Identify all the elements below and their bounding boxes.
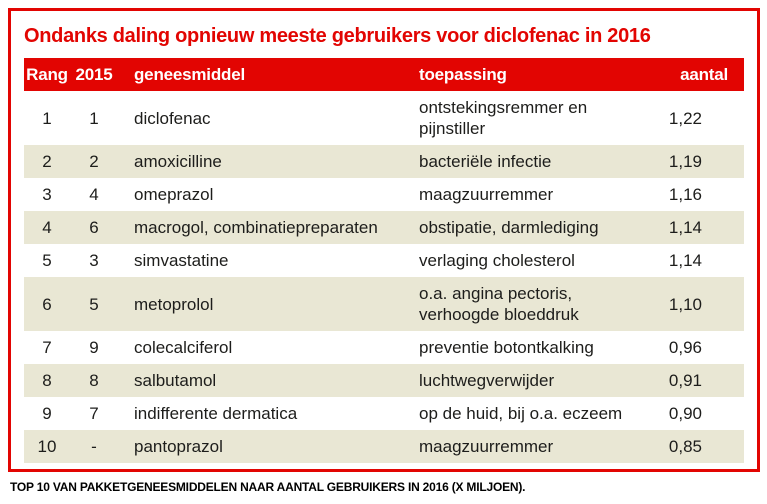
cell-toepassing: op de huid, bij o.a. eczeem [419, 404, 623, 423]
cell-2015: - [91, 437, 97, 456]
cell-2015: 8 [89, 371, 99, 390]
table-header-row [24, 58, 744, 91]
cell-aantal: 1,10 [668, 294, 702, 314]
table-row [24, 211, 744, 244]
medication-table [24, 58, 744, 463]
cell-toepassing: obstipatie, darmlediging [419, 218, 599, 237]
figure-frame [8, 8, 760, 472]
cell-aantal: 0,85 [668, 437, 702, 456]
table-row [24, 178, 744, 211]
header-cell-2015: 2015 [75, 64, 113, 84]
cell-aantal: 1,22 [668, 108, 702, 128]
cell-2015: 6 [89, 218, 99, 237]
table-row [24, 364, 744, 397]
table-row [24, 145, 744, 178]
cell-geneesmiddel: metoprolol [134, 294, 214, 314]
cell-rang: 5 [42, 251, 52, 270]
cell-aantal: 1,14 [668, 218, 702, 237]
header-cell-toepassing: toepassing [419, 64, 507, 84]
cell-toepassing: maagzuurremmer [419, 185, 554, 204]
cell-toepassing: ontstekingsremmer en pijnstiller [419, 98, 588, 138]
cell-2015: 1 [89, 108, 99, 128]
cell-toepassing: preventie botontkalking [419, 338, 594, 357]
table-row [24, 277, 744, 331]
cell-aantal: 0,96 [668, 338, 702, 357]
cell-2015: 9 [89, 338, 99, 357]
header-cell-aantal: aantal [680, 64, 728, 84]
header-cell-geneesmiddel: geneesmiddel [134, 64, 245, 84]
cell-rang: 7 [42, 338, 52, 357]
cell-toepassing: verlaging cholesterol [419, 251, 575, 270]
table-row [24, 91, 744, 145]
cell-2015: 3 [89, 251, 99, 270]
cell-geneesmiddel: pantoprazol [134, 437, 223, 456]
cell-geneesmiddel: omeprazol [134, 185, 214, 204]
cell-geneesmiddel: indifferente dermatica [134, 404, 298, 423]
cell-toepassing: bacteriële infectie [419, 152, 552, 171]
cell-toepassing: maagzuurremmer [419, 437, 554, 456]
header-cell-rang: Rang [26, 64, 68, 84]
cell-rang: 4 [42, 218, 52, 237]
cell-aantal: 1,16 [668, 185, 702, 204]
cell-2015: 5 [89, 294, 99, 314]
table-row [24, 244, 744, 277]
cell-rang: 1 [42, 108, 52, 128]
cell-2015: 7 [89, 404, 99, 423]
cell-toepassing: o.a. angina pectoris, verhoogde bloeddruk [419, 284, 579, 324]
cell-geneesmiddel: colecalciferol [134, 338, 233, 357]
cell-geneesmiddel: amoxicilline [134, 152, 222, 171]
cell-rang: 9 [42, 404, 52, 423]
cell-aantal: 1,19 [668, 152, 702, 171]
cell-geneesmiddel: macrogol, combinatiepreparaten [134, 218, 378, 237]
table-body [24, 91, 744, 463]
cell-aantal: 0,91 [668, 371, 702, 390]
cell-rang: 6 [42, 294, 52, 314]
cell-geneesmiddel: simvastatine [134, 251, 229, 270]
cell-aantal: 1,14 [668, 251, 702, 270]
figure-caption: TOP 10 VAN PAKKETGENEESMIDDELEN NAAR AANTAL GEBRUIKERS IN 2016 (X MILJOEN). [10, 480, 526, 494]
cell-rang: 10 [37, 437, 57, 456]
table-row [24, 397, 744, 430]
figure-title: Ondanks daling opnieuw meeste gebruikers voor diclofenac in 2016 [24, 25, 651, 47]
cell-2015: 4 [89, 185, 99, 204]
cell-toepassing: luchtwegverwijder [419, 371, 555, 390]
cell-aantal: 0,90 [668, 404, 702, 423]
cell-rang: 3 [42, 185, 52, 204]
cell-geneesmiddel: diclofenac [134, 108, 211, 128]
cell-2015: 2 [89, 152, 99, 171]
cell-geneesmiddel: salbutamol [134, 371, 217, 390]
cell-rang: 2 [42, 152, 52, 171]
table-row [24, 331, 744, 364]
table-row [24, 430, 744, 463]
cell-rang: 8 [42, 371, 52, 390]
